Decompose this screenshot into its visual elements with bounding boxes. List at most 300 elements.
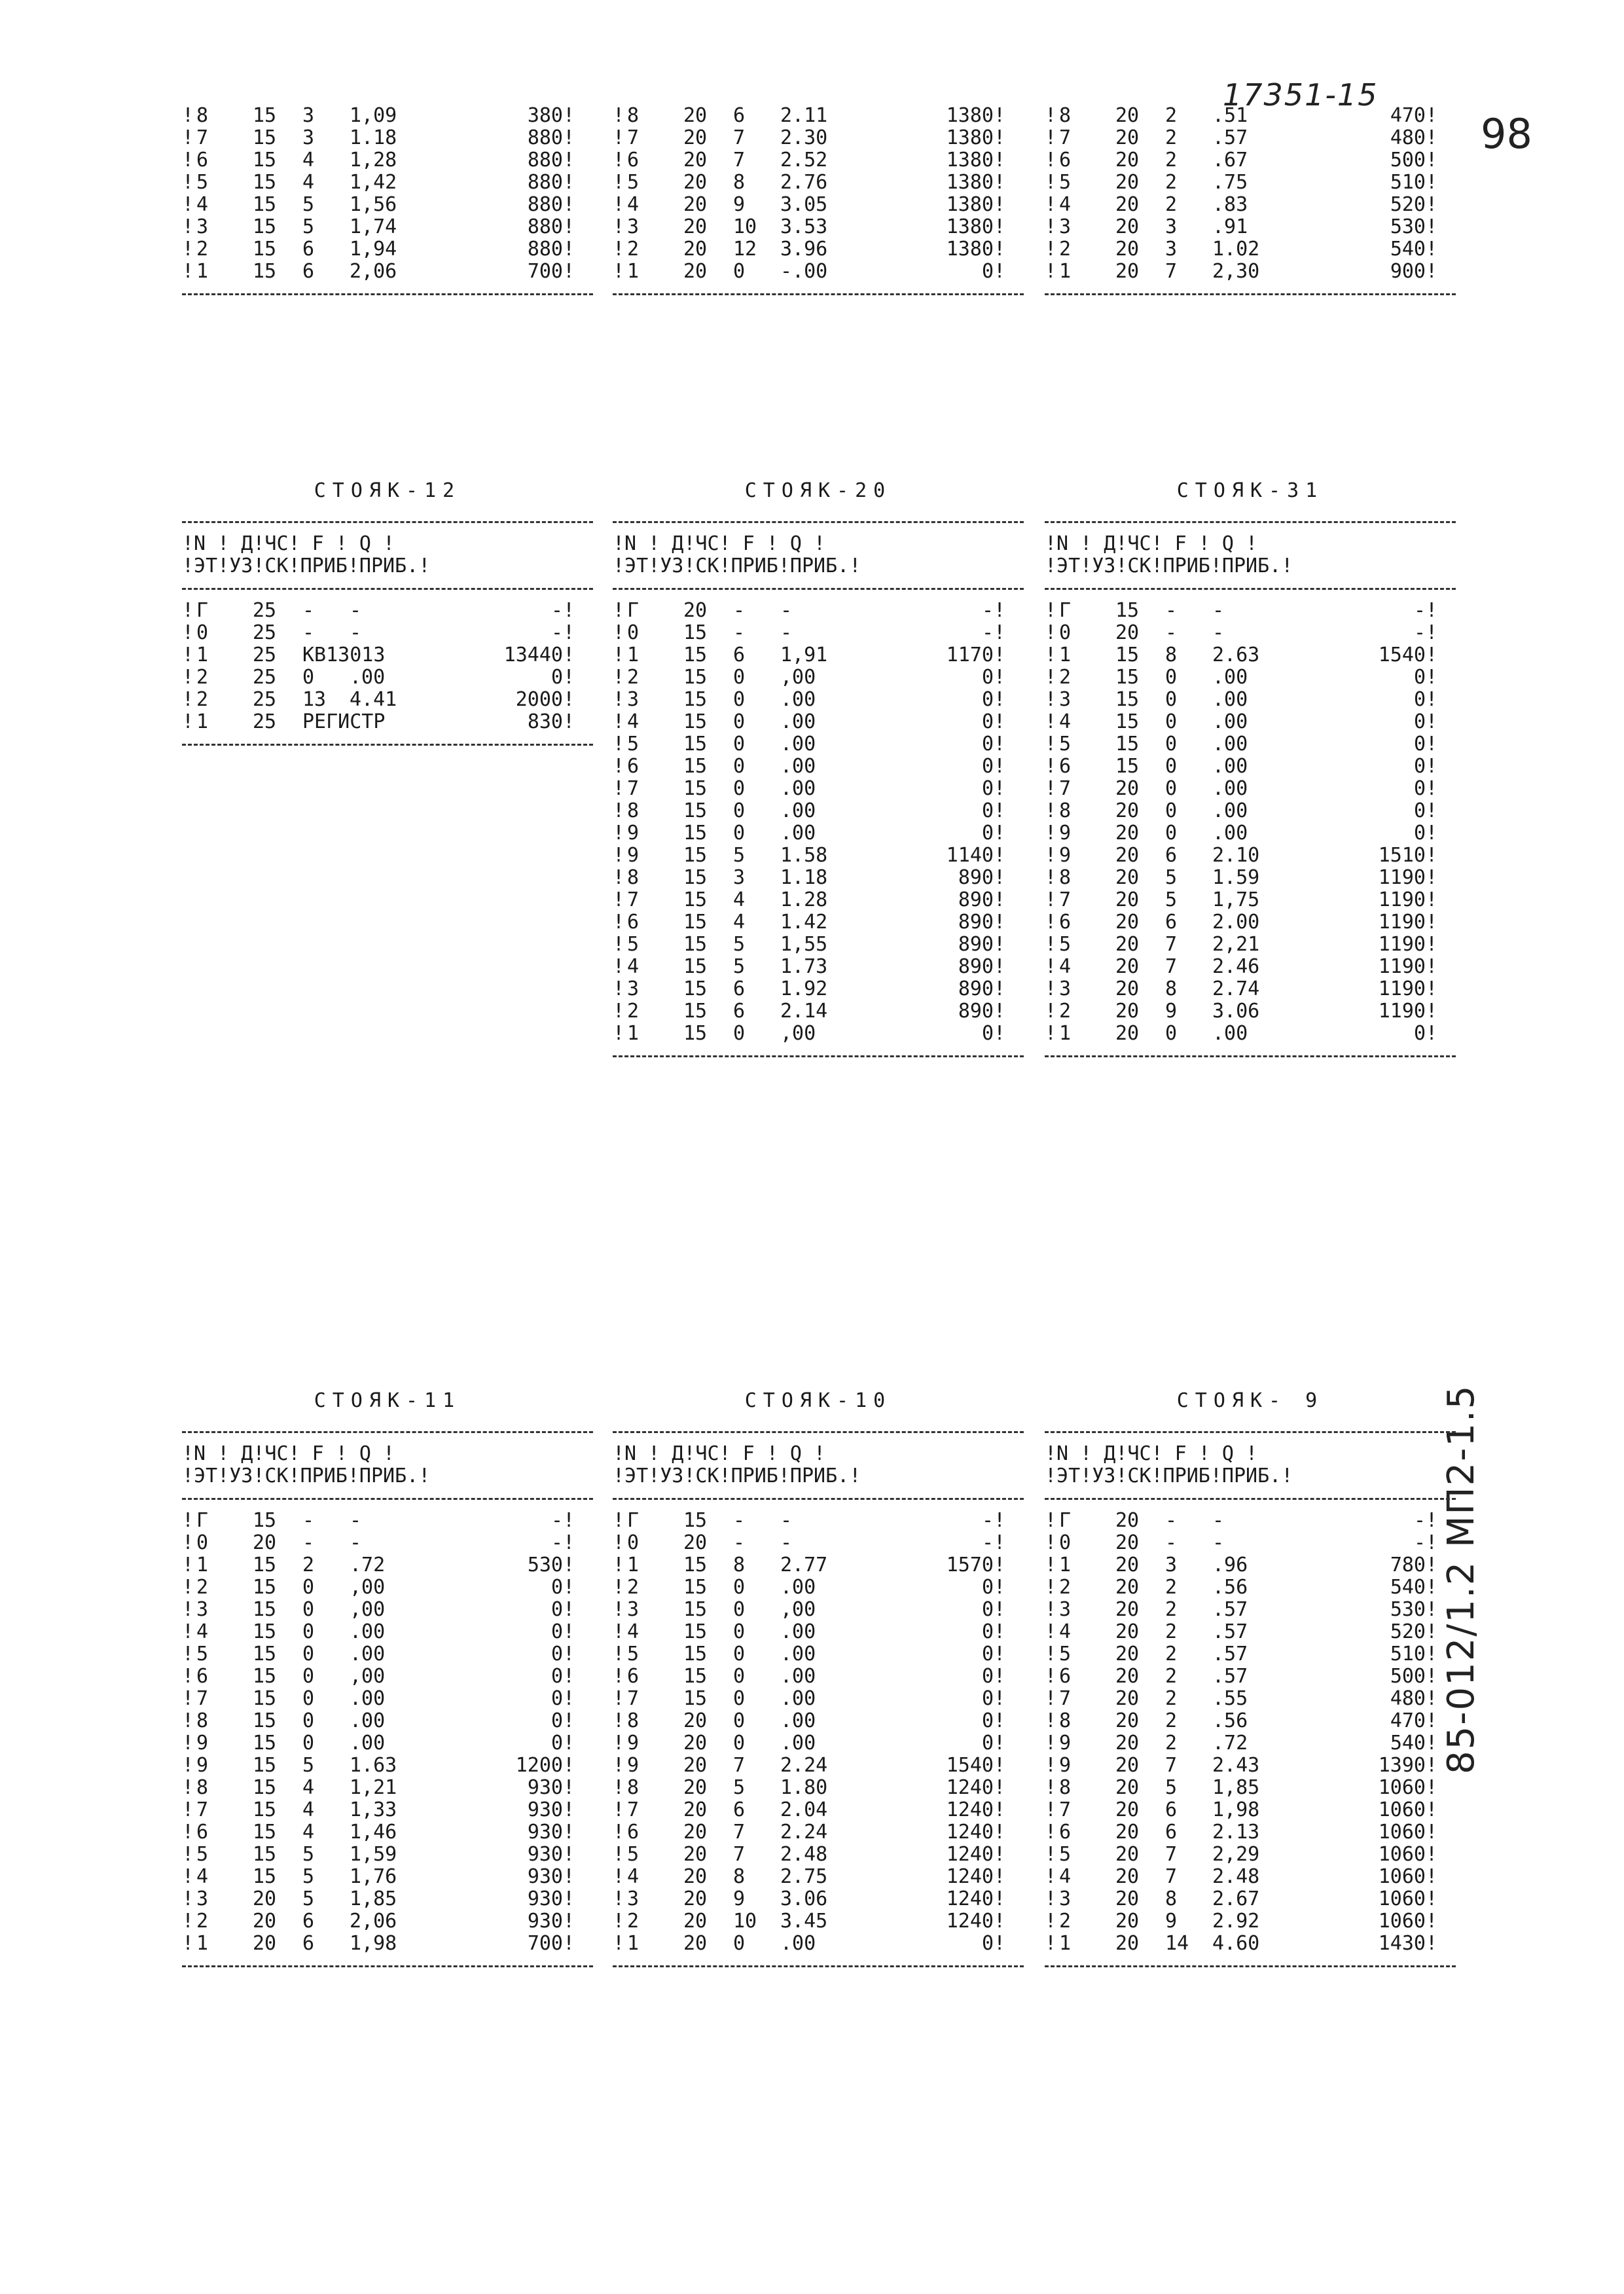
speed-cell: 10 — [733, 215, 757, 238]
header-line: !N ! Д!ЧС! F ! Q ! — [182, 533, 395, 555]
flow-cell: 2,29 — [1212, 1843, 1260, 1866]
floor-cell: 1 — [1059, 644, 1072, 666]
diameter-cell: 15 — [253, 1732, 277, 1755]
diameter-cell: 20 — [253, 1887, 277, 1910]
speed-cell: 5 — [1165, 1776, 1178, 1799]
speed-cell: 2 — [1165, 171, 1178, 194]
cell-separator: ! — [613, 215, 625, 238]
cell-separator: ! — [1426, 666, 1438, 689]
floor-cell: 2 — [196, 688, 209, 711]
table-row — [1045, 149, 1456, 172]
table-row — [1045, 1821, 1456, 1844]
heat-cell: 0 — [550, 1620, 563, 1643]
heat-cell: 1380 — [946, 171, 994, 194]
cell-separator: ! — [1045, 933, 1057, 956]
speed-cell: 6 — [1165, 1798, 1178, 1821]
diameter-cell: 20 — [1115, 621, 1140, 644]
floor-cell: 3 — [627, 688, 640, 711]
heat-cell: 1240 — [946, 1821, 994, 1844]
table-row — [1045, 800, 1456, 822]
flow-cell: .00 — [780, 710, 816, 733]
floor-cell: 4 — [1059, 710, 1072, 733]
diameter-cell: 20 — [683, 1531, 708, 1554]
flow-cell: 1,91 — [780, 644, 828, 666]
floor-cell: 2 — [196, 1576, 209, 1599]
flow-cell: 2.77 — [780, 1554, 828, 1576]
floor-cell: 8 — [196, 1709, 209, 1732]
table-row — [1045, 1554, 1456, 1576]
speed-cell: 2 — [1165, 149, 1178, 172]
speed-cell: 9 — [733, 193, 746, 216]
speed-cell: 0 — [733, 1687, 746, 1710]
speed-cell: 6 — [1165, 844, 1178, 867]
cell-separator: ! — [1045, 977, 1057, 1000]
diameter-cell: 20 — [683, 1821, 708, 1844]
cell-separator: ! — [182, 1509, 194, 1532]
dashed-rule — [1045, 1955, 1456, 1977]
floor-cell: 6 — [1059, 1821, 1072, 1844]
table-row — [1045, 1732, 1456, 1755]
diameter-cell: 15 — [683, 755, 708, 778]
diameter-cell: 15 — [683, 911, 708, 934]
table-row — [613, 216, 1024, 238]
cell-separator: ! — [613, 599, 625, 622]
heat-cell: 530 — [1390, 215, 1426, 238]
floor-cell: 5 — [1059, 1643, 1072, 1666]
diameter-cell: 20 — [1115, 1531, 1140, 1554]
table-row — [613, 845, 1024, 867]
heat-cell: 0 — [981, 822, 994, 845]
header-line: !ЭТ!УЗ!СК!ПРИБ!ПРИБ.! — [1045, 555, 1293, 577]
flow-cell: 1,09 — [350, 104, 397, 127]
floor-cell: 6 — [627, 149, 640, 172]
table-row — [1045, 105, 1456, 127]
cell-separator: ! — [182, 666, 194, 689]
diameter-cell: 15 — [1115, 599, 1140, 622]
floor-cell: 0 — [196, 1531, 209, 1554]
floor-cell: 9 — [627, 822, 640, 845]
flow-cell: 3.45 — [780, 1910, 828, 1933]
cell-separator: ! — [182, 1932, 194, 1955]
cell-separator: ! — [563, 621, 575, 644]
speed-cell: - — [302, 1531, 315, 1554]
floor-cell: 2 — [196, 666, 209, 689]
floor-cell: 5 — [196, 1843, 209, 1866]
cell-separator: ! — [1045, 1643, 1057, 1666]
table-row — [613, 1599, 1024, 1621]
speed-cell: 0 — [733, 1620, 746, 1643]
speed-cell: 0 — [302, 1687, 315, 1710]
dashed-rule — [613, 577, 1024, 600]
heat-cell: 13440 — [503, 644, 563, 666]
flow-cell: - — [780, 621, 793, 644]
heat-cell: 1240 — [946, 1910, 994, 1933]
floor-cell: 2 — [196, 1910, 209, 1933]
diameter-cell: 15 — [683, 1554, 708, 1576]
speed-cell: 0 — [733, 1732, 746, 1755]
table-row — [1045, 1933, 1456, 1955]
diameter-cell: 20 — [1115, 1554, 1140, 1576]
heat-cell: - — [1413, 621, 1426, 644]
cell-separator: ! — [994, 1665, 1006, 1688]
flow-cell: .75 — [1212, 171, 1248, 194]
cell-separator: ! — [1426, 1022, 1438, 1045]
cell-separator: ! — [563, 104, 575, 127]
flow-cell: .57 — [1212, 1665, 1248, 1688]
speed-cell: 14 — [1165, 1932, 1189, 1955]
cell-separator: ! — [994, 977, 1006, 1000]
dashed-rule — [182, 1955, 593, 1977]
cell-separator: ! — [1426, 1910, 1438, 1933]
cell-separator: ! — [613, 644, 625, 666]
speed-cell: 0 — [733, 1598, 746, 1621]
flow-cell: 3.06 — [780, 1887, 828, 1910]
column-header — [182, 533, 593, 577]
floor-cell: 6 — [1059, 911, 1072, 934]
heat-cell: - — [550, 621, 563, 644]
table-row — [613, 911, 1024, 934]
floor-cell: 2 — [627, 1576, 640, 1599]
riser-table — [613, 471, 1024, 1067]
heat-cell: 1190 — [1378, 977, 1426, 1000]
table-row — [182, 689, 593, 711]
diameter-cell: 15 — [683, 644, 708, 666]
cell-separator: ! — [1045, 1509, 1057, 1532]
speed-cell: 6 — [302, 260, 315, 283]
floor-cell: 3 — [627, 977, 640, 1000]
speed-cell: 5 — [1165, 888, 1178, 911]
flow-cell: ,00 — [780, 1022, 816, 1045]
flow-cell: 1,76 — [350, 1865, 397, 1888]
diameter-cell: 20 — [1115, 1865, 1140, 1888]
diameter-cell: 15 — [683, 933, 708, 956]
diameter-cell: 20 — [1115, 1910, 1140, 1933]
cell-separator: ! — [182, 1665, 194, 1688]
floor-cell: 6 — [627, 755, 640, 778]
flow-cell: 2.43 — [1212, 1754, 1260, 1777]
floor-cell: 1 — [196, 1554, 209, 1576]
heat-cell: 890 — [958, 866, 994, 889]
diameter-cell: 20 — [1115, 238, 1140, 261]
floor-cell: 1 — [1059, 1022, 1072, 1045]
cell-separator: ! — [613, 193, 625, 216]
diameter-cell: 15 — [683, 1643, 708, 1666]
cell-separator: ! — [182, 104, 194, 127]
floor-cell: 2 — [627, 1910, 640, 1933]
cell-separator: ! — [1045, 1865, 1057, 1888]
cell-separator: ! — [1426, 104, 1438, 127]
floor-cell: 4 — [196, 193, 209, 216]
speed-cell: 7 — [1165, 1865, 1178, 1888]
heat-cell: 480 — [1390, 126, 1426, 149]
cell-separator: ! — [994, 621, 1006, 644]
floor-cell: 5 — [1059, 1843, 1072, 1866]
table-row — [613, 1643, 1024, 1666]
heat-cell: 1200 — [515, 1754, 563, 1777]
cell-separator: ! — [1045, 955, 1057, 978]
table-row — [1045, 127, 1456, 149]
floor-cell: Г — [196, 599, 209, 622]
cell-separator: ! — [1426, 777, 1438, 800]
column-header — [613, 533, 1024, 577]
table-row — [1045, 1510, 1456, 1532]
heat-cell: 930 — [527, 1776, 563, 1799]
cell-separator: ! — [994, 238, 1006, 261]
flow-cell: .00 — [780, 1687, 816, 1710]
cell-separator: ! — [1045, 888, 1057, 911]
floor-cell: 9 — [1059, 844, 1072, 867]
flow-cell: 2,06 — [350, 1910, 397, 1933]
flow-cell: 1,85 — [1212, 1776, 1260, 1799]
table-row — [1045, 1888, 1456, 1910]
diameter-cell: 15 — [253, 1843, 277, 1866]
floor-cell: 5 — [196, 1643, 209, 1666]
cell-separator: ! — [613, 1821, 625, 1844]
heat-cell: 540 — [1390, 1732, 1426, 1755]
flow-cell: ,00 — [350, 1576, 386, 1599]
floor-cell: 1 — [627, 1554, 640, 1576]
heat-cell: 1060 — [1378, 1776, 1426, 1799]
cell-separator: ! — [613, 1643, 625, 1666]
cell-separator: ! — [613, 149, 625, 172]
cell-separator: ! — [1426, 844, 1438, 867]
flow-cell: .57 — [1212, 1598, 1248, 1621]
speed-cell: 0 — [302, 1732, 315, 1755]
dashed-rule — [1045, 1487, 1456, 1510]
flow-cell: 2.24 — [780, 1821, 828, 1844]
floor-cell: 9 — [196, 1732, 209, 1755]
flow-cell: .00 — [780, 1576, 816, 1599]
diameter-cell: 20 — [683, 1887, 708, 1910]
table-row — [1045, 889, 1456, 911]
diameter-cell: 20 — [1115, 1776, 1140, 1799]
speed-cell: 2 — [1165, 1643, 1178, 1666]
cell-separator: ! — [182, 1576, 194, 1599]
heat-cell: 1060 — [1378, 1843, 1426, 1866]
header-line: !ЭТ!УЗ!СК!ПРИБ!ПРИБ.! — [1045, 1465, 1293, 1487]
cell-separator: ! — [1426, 1509, 1438, 1532]
table-row — [182, 1643, 593, 1666]
diameter-cell: 15 — [683, 1000, 708, 1023]
heat-cell: 470 — [1390, 1709, 1426, 1732]
speed-cell: 0 — [1165, 777, 1178, 800]
cell-separator: ! — [1426, 1865, 1438, 1888]
diameter-cell: 15 — [683, 955, 708, 978]
diameter-cell: 20 — [1115, 1576, 1140, 1599]
cell-separator: ! — [182, 171, 194, 194]
cell-separator: ! — [1426, 1531, 1438, 1554]
flow-cell: 1,42 — [350, 171, 397, 194]
heat-cell: 890 — [958, 977, 994, 1000]
floor-cell: 6 — [627, 911, 640, 934]
cell-separator: ! — [1045, 599, 1057, 622]
speed-cell: 7 — [733, 1754, 746, 1777]
table-row — [1045, 845, 1456, 867]
dashed-rule — [182, 1487, 593, 1510]
heat-cell: - — [1413, 1531, 1426, 1554]
table-row — [182, 1532, 593, 1554]
flow-cell: - — [780, 1531, 793, 1554]
cell-separator: ! — [182, 260, 194, 283]
floor-cell: 7 — [627, 777, 640, 800]
cell-separator: ! — [1426, 977, 1438, 1000]
floor-cell: 7 — [1059, 777, 1072, 800]
speed-cell: 5 — [733, 933, 746, 956]
table-row — [613, 149, 1024, 172]
cell-separator: ! — [1045, 1665, 1057, 1688]
flow-cell: 1.18 — [350, 126, 397, 149]
speed-cell: 0 — [733, 1709, 746, 1732]
table-row — [182, 1554, 593, 1576]
speed-cell: 5 — [733, 955, 746, 978]
flow-cell: 1,46 — [350, 1821, 397, 1844]
flow-cell: .00 — [1212, 755, 1248, 778]
cell-separator: ! — [182, 238, 194, 261]
heat-cell: 1240 — [946, 1798, 994, 1821]
heat-cell: 470 — [1390, 104, 1426, 127]
cell-separator: ! — [1426, 822, 1438, 845]
cell-separator: ! — [563, 666, 575, 689]
cell-separator: ! — [613, 666, 625, 689]
diameter-cell: 15 — [683, 844, 708, 867]
speed-cell: 4 — [302, 149, 315, 172]
speed-cell: 5 — [302, 1865, 315, 1888]
cell-separator: ! — [613, 866, 625, 889]
diameter-cell: 20 — [1115, 104, 1140, 127]
floor-cell: 2 — [627, 1000, 640, 1023]
flow-cell: 1.42 — [780, 911, 828, 934]
table-row — [182, 1599, 593, 1621]
floor-cell: 3 — [627, 1887, 640, 1910]
floor-cell: 2 — [1059, 1576, 1072, 1599]
speed-cell: - — [302, 599, 315, 622]
table-row — [1045, 1866, 1456, 1888]
cell-separator: ! — [1045, 621, 1057, 644]
diameter-cell: 15 — [253, 1776, 277, 1799]
cell-separator: ! — [613, 104, 625, 127]
flow-cell: .00 — [780, 1709, 816, 1732]
diameter-cell: 20 — [683, 599, 708, 622]
cell-separator: ! — [1426, 1665, 1438, 1688]
table-row — [1045, 1710, 1456, 1732]
heat-cell: 0 — [981, 666, 994, 689]
speed-cell: 10 — [733, 1910, 757, 1933]
heat-cell: 890 — [958, 933, 994, 956]
heat-cell: 1190 — [1378, 955, 1426, 978]
table-row — [182, 1732, 593, 1755]
floor-cell: 7 — [627, 1798, 640, 1821]
heat-cell: 500 — [1390, 149, 1426, 172]
diameter-cell: 20 — [683, 1910, 708, 1933]
heat-cell: 0 — [1413, 822, 1426, 845]
riser-table — [1045, 105, 1456, 305]
floor-cell: 8 — [1059, 1776, 1072, 1799]
heat-cell: 890 — [958, 888, 994, 911]
diameter-cell: 15 — [683, 733, 708, 756]
speed-cell: - — [733, 621, 746, 644]
table-row — [1045, 711, 1456, 733]
floor-cell: 4 — [1059, 955, 1072, 978]
floor-cell: 4 — [627, 1620, 640, 1643]
diameter-cell: 15 — [253, 1554, 277, 1576]
speed-cell: 2 — [1165, 1598, 1178, 1621]
diameter-cell: 25 — [253, 599, 277, 622]
heat-cell: 0 — [1413, 1022, 1426, 1045]
table-row — [613, 1688, 1024, 1710]
cell-separator: ! — [563, 1687, 575, 1710]
cell-separator: ! — [182, 1798, 194, 1821]
cell-separator: ! — [182, 621, 194, 644]
flow-cell: .57 — [1212, 1643, 1248, 1666]
heat-cell: 540 — [1390, 1576, 1426, 1599]
diameter-cell: 20 — [1115, 1665, 1140, 1688]
diameter-cell: 15 — [253, 171, 277, 194]
table-row — [613, 1710, 1024, 1732]
floor-cell: Г — [1059, 1509, 1072, 1532]
table-row — [1045, 1688, 1456, 1710]
floor-cell: 1 — [1059, 1932, 1072, 1955]
cell-separator: ! — [563, 171, 575, 194]
heat-cell: 1140 — [946, 844, 994, 867]
cell-separator: ! — [1426, 1776, 1438, 1799]
table-row — [613, 1755, 1024, 1777]
table-row — [613, 1888, 1024, 1910]
heat-cell: 0 — [1413, 666, 1426, 689]
diameter-cell: 20 — [683, 1932, 708, 1955]
heat-cell: 0 — [1413, 733, 1426, 756]
table-row — [613, 1576, 1024, 1599]
speed-cell: 6 — [733, 644, 746, 666]
riser-table — [1045, 471, 1456, 1067]
speed-cell: 0 — [1165, 710, 1178, 733]
floor-cell: 3 — [196, 1887, 209, 1910]
speed-cell: 0 — [302, 1598, 315, 1621]
cell-separator: ! — [563, 1843, 575, 1866]
cell-separator: ! — [1426, 126, 1438, 149]
heat-cell: - — [550, 599, 563, 622]
cell-separator: ! — [182, 1732, 194, 1755]
table-row — [182, 194, 593, 216]
cell-separator: ! — [994, 1687, 1006, 1710]
floor-cell: 1 — [196, 644, 209, 666]
table-row — [613, 756, 1024, 778]
table-row — [613, 1910, 1024, 1933]
riser-table — [1045, 1381, 1456, 1977]
cell-separator: ! — [563, 238, 575, 261]
speed-cell: 0 — [1165, 666, 1178, 689]
flow-cell: 2.24 — [780, 1754, 828, 1777]
cell-separator: ! — [994, 1509, 1006, 1532]
table-row — [613, 934, 1024, 956]
archive-stamp: 17351-15 — [1223, 77, 1379, 113]
cell-separator: ! — [613, 755, 625, 778]
diameter-cell: 20 — [1115, 1709, 1140, 1732]
flow-cell: 4.41 — [350, 688, 397, 711]
flow-cell: 1,55 — [780, 933, 828, 956]
speed-cell: 4 — [302, 1821, 315, 1844]
cell-separator: ! — [994, 599, 1006, 622]
dashed-rule — [182, 577, 593, 600]
diameter-cell: 20 — [683, 1732, 708, 1755]
floor-cell: 3 — [196, 215, 209, 238]
riser-title: СТОЯК-10 — [744, 1389, 892, 1412]
heat-cell: 0 — [981, 733, 994, 756]
heat-cell: 880 — [527, 215, 563, 238]
diameter-cell: 20 — [1115, 1643, 1140, 1666]
heat-cell: 780 — [1390, 1554, 1426, 1576]
cell-separator: ! — [1426, 193, 1438, 216]
cell-separator: ! — [182, 126, 194, 149]
